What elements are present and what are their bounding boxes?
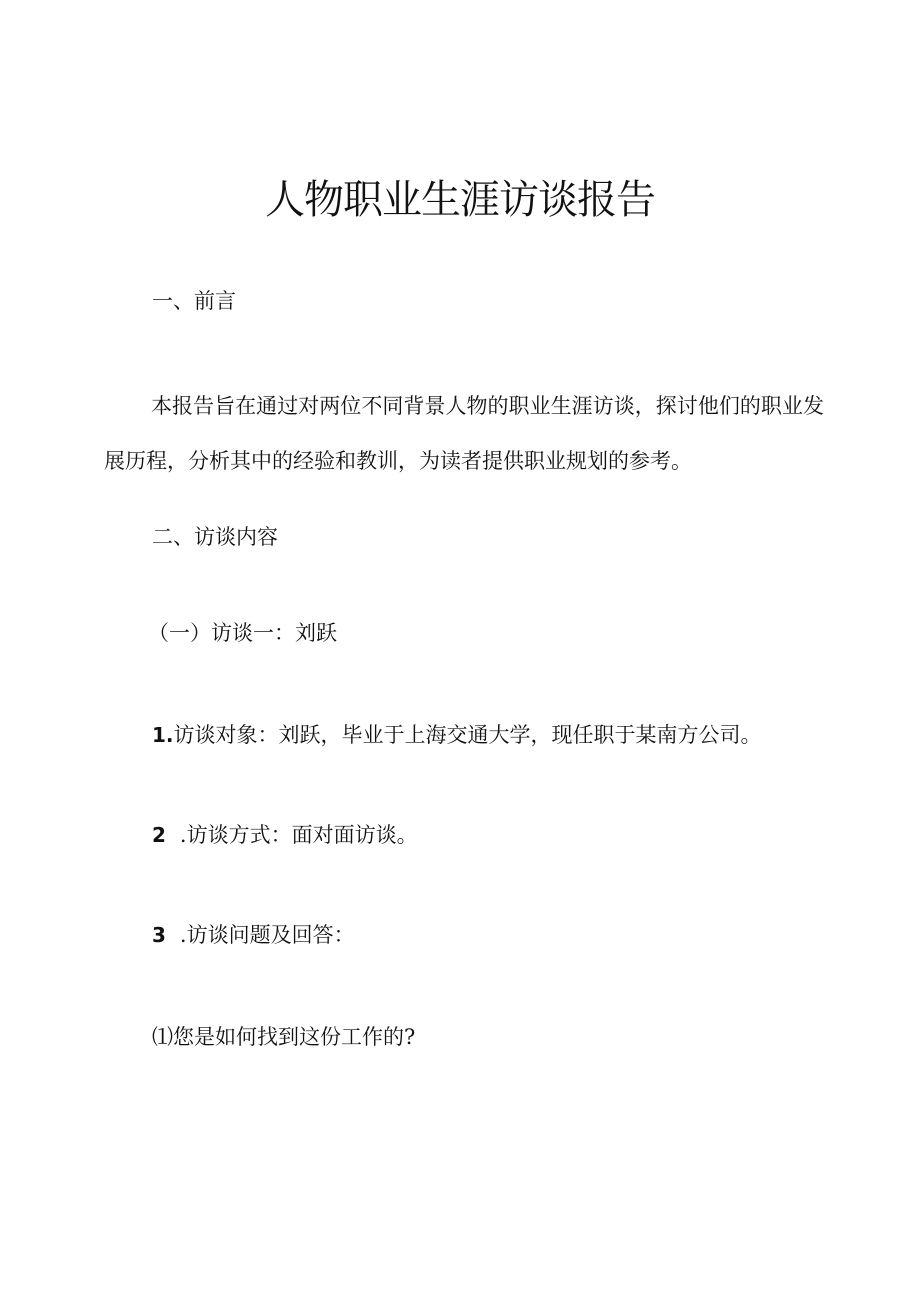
document-title: 人物职业生涯访谈报告 [265,177,655,223]
list-item-text: 访谈对象：刘跃，毕业于上海交通大学，现任职于某南方公司。 [173,723,762,747]
list-item-number: 3 [152,923,166,947]
list-item-number: 2 [152,823,166,847]
list-item-text: .访谈问题及回答： [179,923,355,947]
list-item-text: .访谈方式：面对面访谈。 [179,823,418,847]
list-item-number: 1. [152,723,174,747]
question-one: ⑴您是如何找到这份工作的? [152,1025,416,1049]
section-heading-preface: 一、前言 [152,289,236,313]
list-item-interviewee [152,720,762,750]
list-item-interview-method [152,820,418,850]
list-item-interview-questions [152,920,355,950]
section-heading-interview-content: 二、访谈内容 [152,525,278,549]
intro-paragraph: 本报告旨在通过对两位不同背景人物的职业生涯访谈，探讨他们的职业发展历程，分析其中的经验和教训，为读者提供职业规划的参考。 [104,394,824,473]
subsection-heading-interview-one: （一）访谈一：刘跃 [148,621,337,645]
